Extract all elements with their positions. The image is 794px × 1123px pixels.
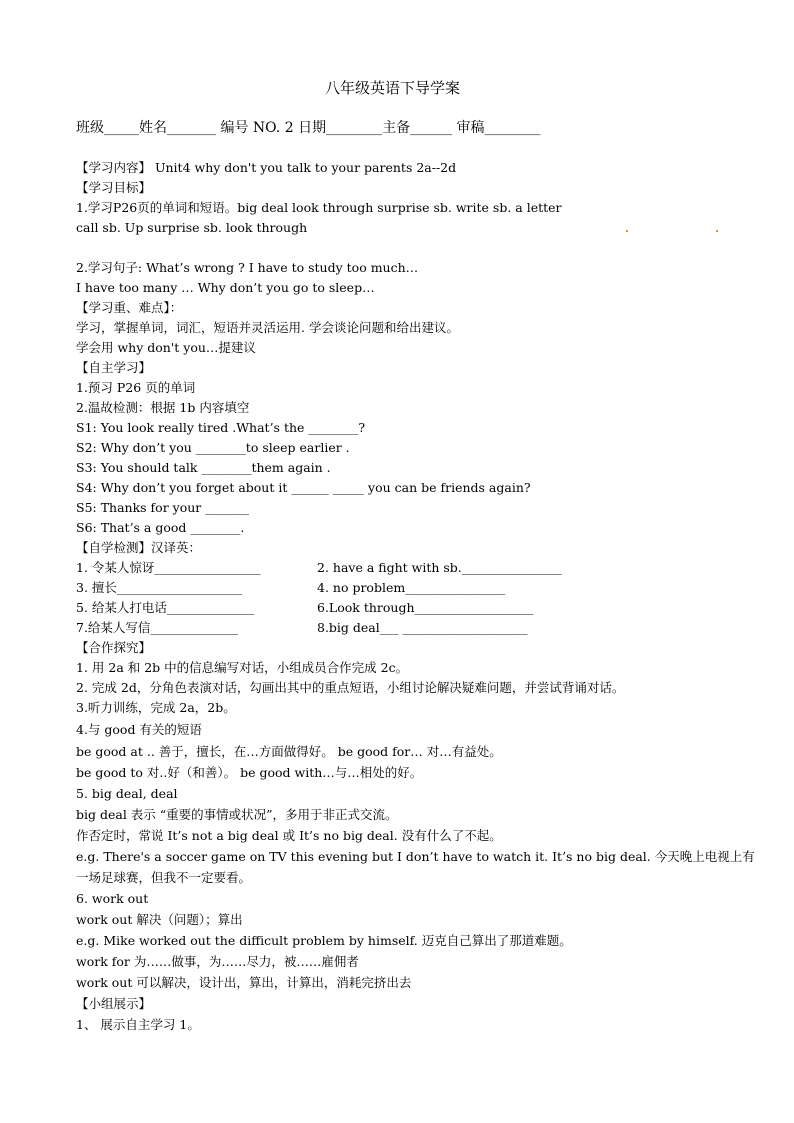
section-cooperation-heading: 【合作探究】 bbox=[76, 640, 152, 655]
exercise-item: 6.Look through___________________ bbox=[317, 600, 534, 615]
section-content: 【学习内容】 Unit4 why don't you talk to your parents 2a--2d bbox=[76, 160, 457, 175]
exercise-item: 7.给某人写信______________ bbox=[76, 620, 238, 635]
objective-line: 1.学习P26页的单词和短语。big deal look through surprise sb. write sb. a letter bbox=[76, 200, 562, 215]
task-line: 1. 用 2a 和 2b 中的信息编写对话，小组成员合作完成 2c。 bbox=[76, 660, 409, 675]
example-line: e.g. Mike worked out the difficult problem by himself. 迈克自己算出了那道难题。 bbox=[76, 933, 572, 948]
self-study-line: 2.温故检测：根据 1b 内容填空 bbox=[76, 400, 250, 415]
fill-in-line: S3: You should talk ________them again . bbox=[76, 460, 331, 475]
focus-line: 学习，掌握单词，词汇，短语并灵活运用. 学会谈论问题和给出建议。 bbox=[76, 320, 459, 335]
example-line: 一场足球赛，但我不一定要看。 bbox=[76, 870, 252, 885]
example-line: e.g. There's a soccer game on TV this evening but I don’t have to watch it. It’s no big deal. 今天晚上电视上有 bbox=[76, 849, 755, 864]
section-self-study-heading: 【自主学习】 bbox=[76, 360, 152, 375]
section-group-heading: 【小组展示】 bbox=[76, 996, 152, 1011]
explanation-line: 作否定时，常说 It’s not a big deal 或 It’s no big deal. 没有什么了不起。 bbox=[76, 828, 502, 843]
explanation-line: work out 可以解决，设计出，算出，计算出，消耗完挤出去 bbox=[76, 975, 412, 990]
exercise-item: 8.big deal___ ____________________ bbox=[317, 620, 528, 635]
fill-in-line: S2: Why don’t you ________to sleep earlier . bbox=[76, 440, 350, 455]
task-line: 2. 完成 2d，分角色表演对话，勾画出其中的重点短语，小组讨论解决疑难问题，并尝试背诵对话。 bbox=[76, 680, 625, 695]
fill-in-line: S6: That’s a good ________. bbox=[76, 520, 245, 535]
phrase-heading: 5. big deal, deal bbox=[76, 786, 178, 801]
exercise-item: 2. have a fight with sb.________________ bbox=[317, 560, 562, 575]
explanation-line: work out 解决（问题）；算出 bbox=[76, 912, 243, 927]
phrase-line: be good at .. 善于，擅长，在…方面做得好。 be good for… 对…有益处。 bbox=[76, 744, 502, 759]
exercise-item: 5. 给某人打电话______________ bbox=[76, 600, 255, 615]
objective-line: call sb. Up surprise sb. look through bbox=[76, 220, 308, 235]
sentence-line: 2.学习句子: What’s wrong ? I have to study too much… bbox=[76, 260, 419, 275]
explanation-line: work for 为……做事，为……尽力，被……雇佣者 bbox=[76, 954, 359, 969]
phrase-line: be good to 对..好（和善）。 be good with…与…相处的好。 bbox=[76, 765, 423, 780]
fill-in-line: S1: You look really tired .What’s the ________? bbox=[76, 420, 366, 435]
self-study-line: 1.预习 P26 页的单词 bbox=[76, 380, 196, 395]
exercise-item: 3. 擅长____________________ bbox=[76, 580, 242, 595]
task-line: 4.与 good 有关的短语 bbox=[76, 722, 202, 737]
focus-line: 学会用 why don't you…提建议 bbox=[76, 340, 256, 355]
page-title: 八年级英语下导学案 bbox=[325, 79, 461, 97]
phrase-heading: 6. work out bbox=[76, 891, 149, 906]
info-line: 班级_____姓名_______ 编号 NO. 2 日期________主备______ 审稿________ bbox=[76, 120, 541, 136]
task-line: 3.听力训练，完成 2a，2b。 bbox=[76, 700, 236, 715]
section-self-check-heading: 【自学检测】汉译英： bbox=[76, 540, 202, 555]
group-line: 1、 展示自主学习 1。 bbox=[76, 1017, 200, 1032]
exercise-item: 1. 令某人惊讶_________________ bbox=[76, 560, 261, 575]
section-objectives-heading: 【学习目标】 bbox=[76, 180, 152, 195]
section-focus-heading: 【学习重、难点】： bbox=[76, 300, 183, 315]
stray-dot bbox=[716, 230, 718, 232]
stray-dot bbox=[626, 230, 628, 232]
exercise-item: 4. no problem________________ bbox=[317, 580, 506, 595]
sentence-line: I have too many … Why don’t you go to sleep… bbox=[76, 280, 375, 295]
fill-in-line: S4: Why don’t you forget about it ______ _____ you can be friends again? bbox=[76, 480, 531, 495]
fill-in-line: S5: Thanks for your _______ bbox=[76, 500, 249, 515]
explanation-line: big deal 表示 “重要的事情或状况”，多用于非正式交流。 bbox=[76, 807, 398, 822]
